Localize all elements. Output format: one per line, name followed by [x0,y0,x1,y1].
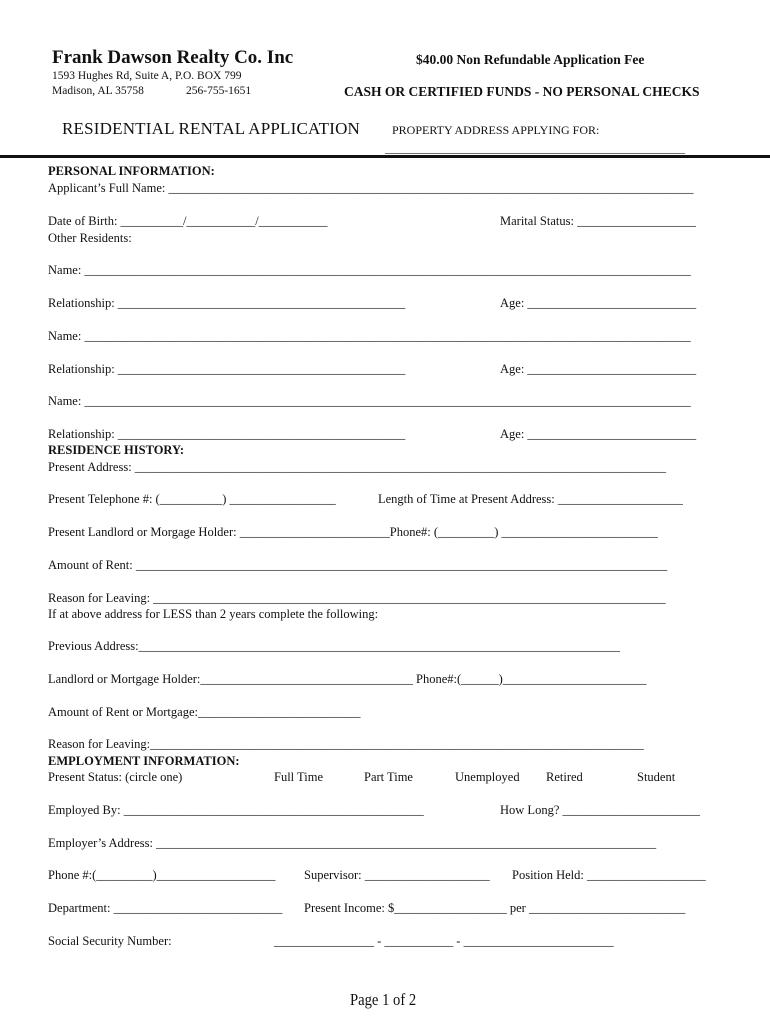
company-city: Madison, AL 35758 [52,85,144,97]
resident-age-field[interactable]: Age: ___________________________ [500,296,697,310]
previous-reason-field[interactable]: Reason for Leaving:_______________________________________________________________________________ [48,737,644,751]
resident-relationship-field[interactable]: Relationship: ______________________________________________ [48,427,406,441]
employer-address-field[interactable]: Employer’s Address: ________________________________________________________________________________ [48,836,657,850]
resident-relationship-field[interactable]: Relationship: ______________________________________________ [48,296,406,310]
status-option-part-time[interactable]: Part Time [364,770,413,784]
page-title: RESIDENTIAL RENTAL APPLICATION [62,119,361,138]
residence-history-heading: RESIDENCE HISTORY: [48,443,185,457]
property-address-field[interactable]: __________________________________________________ [385,141,685,155]
status-option-student[interactable]: Student [637,770,676,784]
resident-age-field[interactable]: Age: ___________________________ [500,362,697,376]
present-landlord-field[interactable]: Present Landlord or Morgage Holder: ________________________Phone#: (_________) _________________________ [48,525,658,539]
property-address-label: PROPERTY ADDRESS APPLYING FOR: [392,123,600,137]
amount-of-rent-field[interactable]: Amount of Rent: _____________________________________________________________________________________ [48,558,668,572]
personal-info-heading: PERSONAL INFORMATION: [48,164,215,178]
previous-landlord-field[interactable]: Landlord or Mortgage Holder:__________________________________ Phone#:(______)_______________________ [48,672,647,686]
resident-name-field[interactable]: Name: _________________________________________________________________________________________________ [48,394,691,408]
position-held-field[interactable]: Position Held: ___________________ [512,868,706,882]
length-of-time-field[interactable]: Length of Time at Present Address: ____________________ [378,492,683,506]
page-number: Page 1 of 2 [350,990,417,1009]
previous-rent-field[interactable]: Amount of Rent or Mortgage:__________________________ [48,705,361,719]
how-long-field[interactable]: How Long? ______________________ [500,803,700,817]
application-fee: $40.00 Non Refundable Application Fee [416,52,645,67]
ssn-field[interactable]: ________________ - ___________ - ________________________ [274,934,614,948]
resident-relationship-field[interactable]: Relationship: ______________________________________________ [48,362,406,376]
department-field[interactable]: Department: ___________________________ [48,901,283,915]
reason-for-leaving-field[interactable]: Reason for Leaving: __________________________________________________________________________________ [48,591,666,605]
date-of-birth-field[interactable]: Date of Birth: __________/___________/___________ [48,214,328,228]
ssn-label: Social Security Number: [48,934,172,948]
funds-notice: CASH OR CERTIFIED FUNDS - NO PERSONAL CHECKS [344,84,700,99]
company-phone: 256-755-1651 [186,85,252,97]
other-residents-label: Other Residents: [48,231,132,245]
present-status-label: Present Status: (circle one) [48,770,183,784]
status-option-full-time[interactable]: Full Time [274,770,323,784]
applicant-name-field[interactable]: Applicant’s Full Name: ____________________________________________________________________________________ [48,181,694,195]
resident-name-field[interactable]: Name: _________________________________________________________________________________________________ [48,329,691,343]
employment-info-heading: EMPLOYMENT INFORMATION: [48,754,240,768]
company-name: Frank Dawson Realty Co. Inc [52,47,294,68]
marital-status-field[interactable]: Marital Status: ___________________ [500,214,696,228]
status-option-unemployed[interactable]: Unemployed [455,770,520,784]
header-divider [0,155,770,158]
less-than-two-years-note: If at above address for LESS than 2 years complete the following: [48,607,379,621]
previous-address-field[interactable]: Previous Address:_____________________________________________________________________________ [48,639,620,653]
company-address: 1593 Hughes Rd, Suite A, P.O. BOX 799 [52,70,242,82]
supervisor-field[interactable]: Supervisor: ____________________ [304,868,490,882]
present-income-field[interactable]: Present Income: $__________________ per _________________________ [304,901,686,915]
resident-name-field[interactable]: Name: _________________________________________________________________________________________________ [48,263,691,277]
present-telephone-field[interactable]: Present Telephone #: (__________) _________________ [48,492,336,506]
status-option-retired[interactable]: Retired [546,770,583,784]
employed-by-field[interactable]: Employed By: ________________________________________________ [48,803,424,817]
employer-phone-field[interactable]: Phone #:(_________)___________________ [48,868,276,882]
present-address-field[interactable]: Present Address: _____________________________________________________________________________________ [48,460,667,474]
resident-age-field[interactable]: Age: ___________________________ [500,427,697,441]
